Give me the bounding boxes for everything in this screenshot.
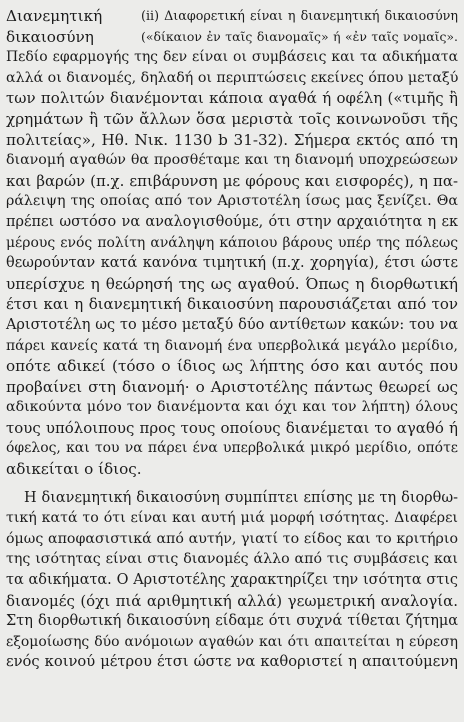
text-line: έτσι και η διανεμητική δικαιοσύνη παρουσιάζεται από τον (6, 295, 458, 314)
text-line: ράλειψη της οποίας από τον Αριστοτέλη ίσως μας ξενίζει. Θα (6, 193, 458, 210)
paragraph-geometric-equality (6, 488, 458, 673)
text-line: αδικούντα μόνο τον διανέμοντα και όχι και τον λήπτη) όλους (6, 399, 458, 416)
text-line: πρέπει ωστόσο να αναλογισθούμε, ότι στην αρχαιότητα η εκ (6, 213, 458, 230)
paragraph-distributive-justice (6, 6, 458, 480)
text-line: πολιτείας», Ηθ. Νικ. 1130 b 31-32). Σήμερα εκτός από τη (6, 130, 458, 149)
text-line: τα αδικήματα. Ο Αριστοτέλης χαρακτηρίζει την ισότητα στις (6, 572, 458, 589)
text-line: διανομή αγαθών θα προσθέταμε και τη διανομή υποχρεώσεων (6, 152, 458, 169)
text-line: υπερίσχυε η θεώρησή της ως αγαθού. Όπως η διορθωτική (6, 274, 458, 293)
text-line: των πολιτών διανέμονται κάποια αγαθά ή οφέλη («τιμῆς ἢ (6, 89, 458, 108)
text-line: προβαίνει στη διανομή· ο Αριστοτέλης πάντως θεωρεί ως (6, 377, 458, 396)
text-line: αδικείται ο ίδιος. (6, 460, 142, 479)
text-line: χρημάτων ἢ τῶν ἄλλων ὅσα μεριστὰ τοῖς κοινωνοῦσι τῆς (6, 109, 458, 128)
text-line: διανομές (όχι πιά αριθμητική αλλά) γεωμετρική αναλογία. (6, 591, 458, 610)
text-line: Στη διορθωτική δικαιοσύνη είδαμε ότι συχνά τίθεται ζήτημα (6, 613, 458, 630)
text-line: Η διανεμητική δικαιοσύνη συμπίπτει επίσης με τη διορθω- (24, 489, 458, 506)
text-line: όφελος, και του να πάρει ένα υπερβολικά μικρό μερίδιο, οπότε (6, 440, 458, 457)
text-line: ενός κοινού μέτρου έτσι ώστε να καθοριστεί η απαιτούμενη (6, 653, 458, 671)
text-line: όμως αποφασιστικά από αυτήν, γιατί το είδος και το κριτήριο (6, 530, 458, 547)
text-line: πάρει κανείς κατά τη διανομή ένα υπερβολικά μεγάλο μερίδιο, (6, 337, 458, 354)
text-line: τική κατά το ότι είναι και αυτή μιά μορφή ισότητας. Διαφέρει (6, 510, 458, 527)
text-line: οπότε αδικεί (τόσο ο ίδιος ως λήπτης όσο και αυτός που (6, 357, 458, 376)
margin-note-line: δικαιοσύνη (6, 27, 94, 46)
text-line: και βαρών (π.χ. επιβάρυνση με φόρους και εισφορές), η πα- (6, 171, 458, 190)
text-line: αλλά οι διανομές, δηλαδή οι περιπτώσεις εκείνες όπου μεταξύ (6, 69, 459, 86)
text-line: μέρους ενός πολίτη ανάληψη κάποιου βάρους υπέρ της πόλεως (6, 234, 458, 251)
text-line: θεωρούνταν κατά κανόνα τιμητική (π.χ. χορηγία), έτσι ώστε (6, 255, 458, 272)
text-line: τους υπόλοιπους προς τους οποίους διανέμεται το αγαθό ή (6, 418, 458, 437)
paragraph-gap (6, 480, 458, 488)
text-line: της ισότητας είναι στις διανομές άλλο από τις συμβάσεις και (6, 551, 458, 568)
text-line: εξομοίωσης δύο ανόμοιων αγαθών και ότι απαιτείται η εύρεση (6, 633, 458, 650)
body-text (6, 6, 458, 673)
margin-note-line: Διανεμητική (6, 7, 103, 25)
text-line: («δίκαιον ἐν ταῖς διανομαῖς» ή «ἐν ταῖς νομαῖς». (141, 28, 458, 44)
text-line: Πεδίο εφαρμογής της δεν είναι οι συμβάσεις και τα αδικήματα (6, 49, 458, 66)
text-line: (ii) Διαφορετική είναι η διανεμητική δικαιοσύνη (141, 8, 458, 23)
text-line: Αριστοτέλη ως το μέσο μεταξύ δύο αντίθετων κακών: του να (6, 316, 458, 333)
